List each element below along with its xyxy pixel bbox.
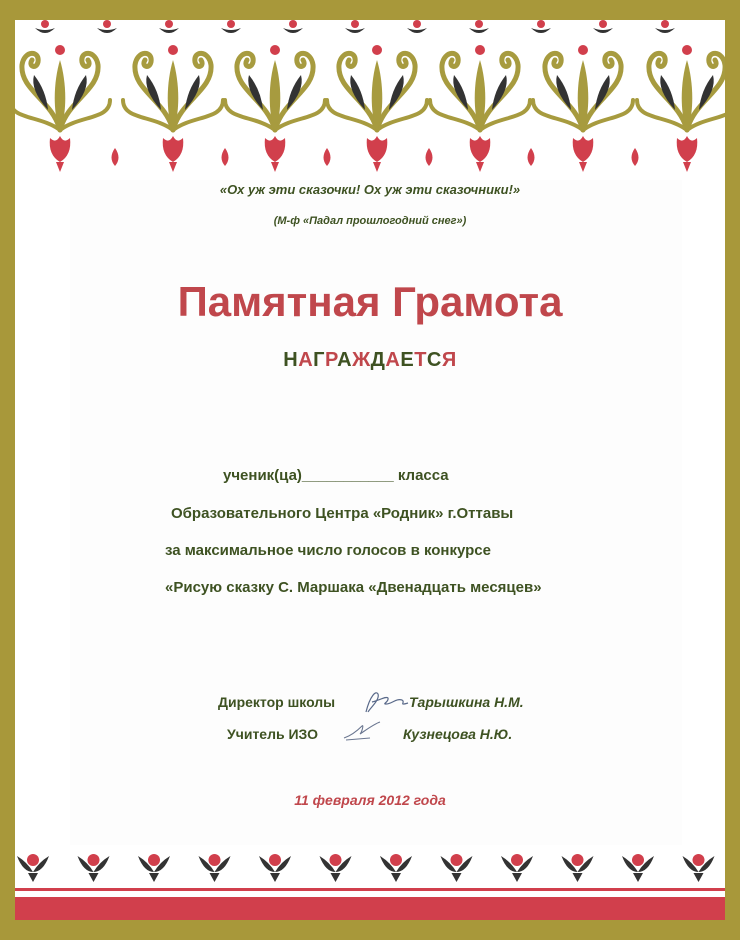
director-signature — [356, 686, 412, 718]
bottom-flower-icon — [138, 854, 170, 882]
red-drop-icon — [632, 148, 639, 166]
top-bud-icon — [407, 20, 427, 33]
certificate-title: Памятная Грамота — [177, 278, 563, 325]
bottom-flower-icon — [259, 854, 291, 882]
red-drop-icon — [222, 148, 229, 166]
awarded-heading — [0, 349, 740, 372]
teacher-name: Кузнецова Н.Ю. — [403, 726, 513, 742]
awarded-letter: А — [298, 349, 314, 371]
bottom-floral-border — [15, 842, 725, 920]
bottom-flower-icon — [78, 854, 110, 882]
director-name: Тарышкина Н.М. — [409, 694, 524, 710]
top-floral-ornament — [15, 20, 725, 195]
red-drop-icon — [426, 148, 433, 166]
red-drop-icon — [324, 148, 331, 166]
top-bud-icon — [593, 20, 613, 33]
epigraph: «Ох уж эти сказочки! Ох уж эти сказочники!» — [219, 182, 521, 197]
awarded-letter: Ж — [352, 349, 371, 371]
top-bud-icon — [469, 20, 489, 33]
awarded-letter: Я — [441, 349, 457, 371]
top-bud-icon — [283, 20, 303, 33]
bottom-flower-icon — [320, 854, 352, 882]
awarded-letter: Д — [370, 349, 386, 371]
floral-motif-icon — [327, 45, 427, 172]
body-line-student: ученик(ца)___________ класса — [223, 467, 449, 484]
floral-motif-icon — [123, 45, 223, 172]
top-bud-icon — [531, 20, 551, 33]
awarded-letter: Г — [313, 349, 326, 371]
bottom-flower-icon — [441, 854, 473, 882]
award-date: 11 февраля 2012 года — [294, 792, 446, 808]
body-line-school: Образовательного Центра «Родник» г.Оттавы — [171, 505, 514, 522]
top-bud-icon — [159, 20, 179, 33]
top-bud-icon — [35, 20, 55, 33]
teacher-role: Учитель ИЗО — [227, 726, 319, 742]
epigraph-source: (М-ф «Падал прошлогодний снег») — [273, 215, 467, 227]
floral-motif-icon — [533, 45, 633, 172]
red-drop-icon — [112, 148, 119, 166]
teacher-signature — [340, 718, 386, 744]
awarded-letter: Р — [325, 349, 338, 371]
bottom-flower-icon — [380, 854, 412, 882]
body-line-reason: за максимальное число голосов в конкурсе — [165, 542, 491, 559]
top-bud-icon — [221, 20, 241, 33]
floral-motif-icon — [637, 45, 725, 172]
bottom-flower-icon — [562, 854, 594, 882]
bottom-flower-icon — [17, 854, 49, 882]
awarded-letter: А — [337, 349, 353, 371]
top-bud-icon — [655, 20, 675, 33]
awarded-letter: Н — [283, 349, 299, 371]
bottom-flower-icon — [199, 854, 231, 882]
bottom-flower-icon — [622, 854, 654, 882]
awarded-letter: Е — [400, 349, 415, 371]
body-line-contest: «Рисую сказку С. Маршака «Двенадцать месяцев» — [165, 579, 542, 596]
floral-motif-icon — [225, 45, 325, 172]
bottom-flower-icon — [501, 854, 533, 882]
floral-motif-icon — [430, 45, 530, 172]
awarded-letter: А — [385, 349, 401, 371]
awarded-letter: С — [426, 349, 442, 371]
bottom-flower-icon — [683, 854, 715, 882]
director-role: Директор школы — [218, 694, 336, 710]
top-bud-icon — [345, 20, 365, 33]
top-bud-icon — [97, 20, 117, 33]
thin-red-line — [15, 888, 725, 891]
floral-motif-icon — [15, 45, 110, 172]
red-drop-icon — [528, 148, 535, 166]
red-stripe — [15, 897, 725, 920]
awarded-letter: Т — [414, 349, 427, 371]
